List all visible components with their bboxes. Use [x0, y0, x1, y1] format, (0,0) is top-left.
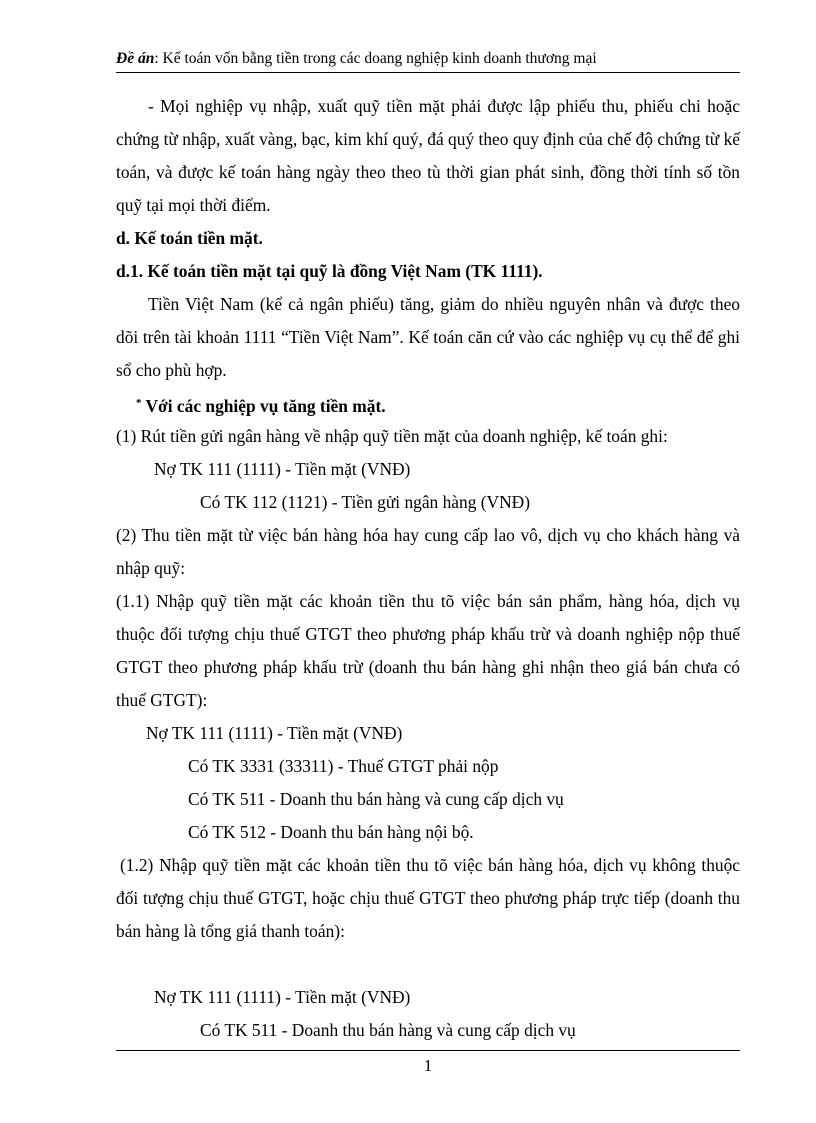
- entry-debit-111: Nợ TK 111 (1111) - Tiền mặt (VNĐ): [154, 459, 411, 479]
- page-number: 1: [423, 1056, 433, 1075]
- entry-credit-112: Có TK 112 (1121) - Tiền gửi ngân hàng (VNĐ): [200, 492, 531, 512]
- header-divider: [116, 72, 740, 73]
- section-heading-d: d. Kế toán tiền mặt.: [116, 228, 263, 248]
- header-title: : Kế toán vốn bằng tiền trong các doang nghiệp kinh doanh thương mại: [154, 50, 597, 67]
- entry-credit-3331: Có TK 3331 (33311) - Thuế GTGT phải nộp: [188, 756, 499, 776]
- paragraph-cash-procedure: - Mọi nghiệp vụ nhập, xuất quỹ tiền mặt phải được lập phiếu thu, phiếu chi hoặc chứng từ nhập, xuất vàng, bạc, kim khí quý, đá quý theo quy định của chế độ chứng từ kế toán, và được kế toán hàng ngày theo theo tù thời gian phát sinh, đồng thời tính số tồn quỹ tại mọi thời điểm.: [116, 96, 740, 215]
- item-2-sales: (2) Thu tiền mặt từ việc bán hàng hóa hay cung cấp lao vô, dịch vụ cho khách hàng và nhập quỹ:: [116, 525, 740, 578]
- header-prefix: Đề án: [116, 50, 155, 67]
- entry-credit-512: Có TK 512 - Doanh thu bán hàng nội bộ.: [188, 822, 474, 842]
- item-1-2-non-vat: (1.2) Nhập quỹ tiền mặt các khoản tiền thu tõ việc bán hàng hóa, dịch vụ không thuộc đối tượng chịu thuế GTGT, hoặc chịu thuế GTGT theo phương pháp trực tiếp (doanh thu bán hàng là tổng giá thanh toán):: [116, 855, 740, 941]
- star-symbol: *: [136, 397, 142, 409]
- subheading-increase-cash: [136, 387, 760, 423]
- item-1-withdraw: (1) Rút tiền gửi ngân hàng về nhập quỹ tiền mặt của doanh nghiệp, kế toán ghi:: [116, 426, 668, 446]
- item-1-1-vat-deduction: (1.1) Nhập quỹ tiền mặt các khoản tiền thu tõ việc bán sản phẩm, hàng hóa, dịch vụ thuộc đối tượng chịu thuế GTGT theo phương pháp khấu trừ và doanh nghiệp nộp thuế GTGT theo phương pháp khấu trừ (doanh thu bán hàng ghi nhận theo giá bán chưa có thuế GTGT):: [116, 591, 740, 710]
- entry-credit-511-b: Có TK 511 - Doanh thu bán hàng và cung cấp dịch vụ: [200, 1020, 576, 1040]
- subheading-text: Với các nghiệp vụ tăng tiền mặt.: [145, 396, 386, 416]
- entry-debit-111-b: Nợ TK 111 (1111) - Tiền mặt (VNĐ): [146, 723, 403, 743]
- footer-divider: [116, 1050, 740, 1051]
- section-heading-d1: d.1. Kế toán tiền mặt tại quỹ là đồng Việt Nam (TK 1111).: [116, 261, 543, 281]
- entry-credit-511: Có TK 511 - Doanh thu bán hàng và cung cấp dịch vụ: [188, 789, 564, 809]
- paragraph-vnd-cash: Tiền Việt Nam (kể cả ngân phiếu) tăng, giảm do nhiều nguyên nhân và được theo dõi trên tài khoản 1111 “Tiền Việt Nam”. Kế toán căn cứ vào các nghiệp vụ cụ thể để ghi sổ cho phù hợp.: [116, 294, 740, 380]
- page-header: [116, 48, 740, 70]
- entry-debit-111-c: Nợ TK 111 (1111) - Tiền mặt (VNĐ): [154, 987, 411, 1007]
